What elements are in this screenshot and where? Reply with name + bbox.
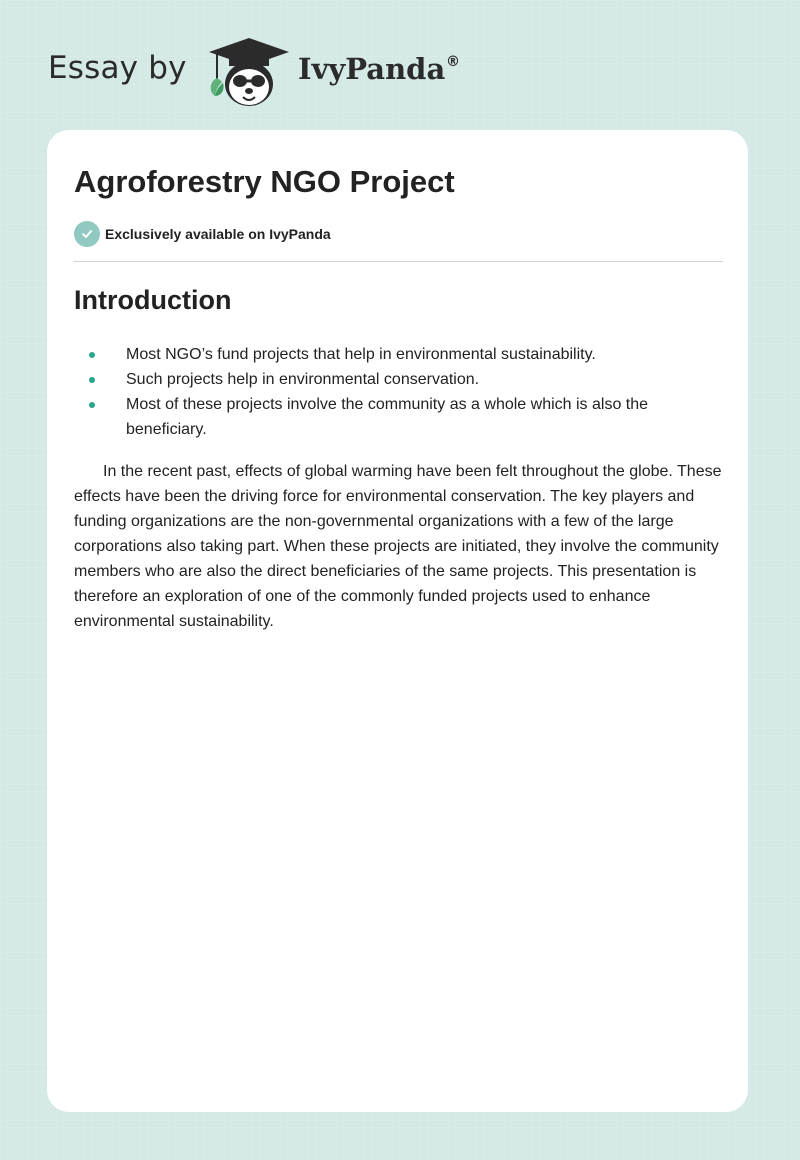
brand-header[interactable]	[48, 36, 478, 110]
bullet-dot-icon	[89, 352, 95, 358]
bullet-dot-icon	[89, 377, 95, 383]
bullet-dot-icon	[89, 402, 95, 408]
section-heading: Introduction	[74, 285, 232, 315]
registered-mark: ®	[446, 54, 460, 70]
brand-name: IvyPanda	[298, 52, 446, 86]
exclusive-badge	[74, 221, 331, 247]
list-item-text: Such projects help in environmental conservation.	[126, 371, 480, 388]
essay-card	[47, 130, 748, 1112]
panda-graduate-icon	[203, 36, 295, 110]
list-item	[74, 367, 723, 392]
check-circle-icon	[74, 221, 100, 247]
exclusive-badge-label: Exclusively available on IvyPanda	[105, 226, 331, 242]
title-divider	[74, 261, 723, 262]
list-item-text: Most of these projects involve the community as a whole which is also the beneficiary.	[126, 396, 649, 438]
list-item-text: Most NGO’s fund projects that help in environmental sustainability.	[126, 346, 596, 363]
intro-paragraph: In the recent past, effects of global warming have been felt throughout the globe. These effects have been the driving force for environmental conservation. The key players and funding organizations are the non-governmental organizations with a few of the large corporations also taking part. When these projects are initiated, they involve the community members who are also the direct beneficiaries of the same projects. This presentation is therefore an exploration of one of the commonly funded projects used to enhance environmental sustainability.	[74, 463, 722, 630]
essay-title: Agroforestry NGO Project	[74, 164, 455, 199]
intro-bullet-list	[74, 342, 723, 442]
brand-prefix: Essay by	[48, 50, 187, 86]
list-item	[74, 342, 723, 367]
list-item	[74, 392, 723, 442]
